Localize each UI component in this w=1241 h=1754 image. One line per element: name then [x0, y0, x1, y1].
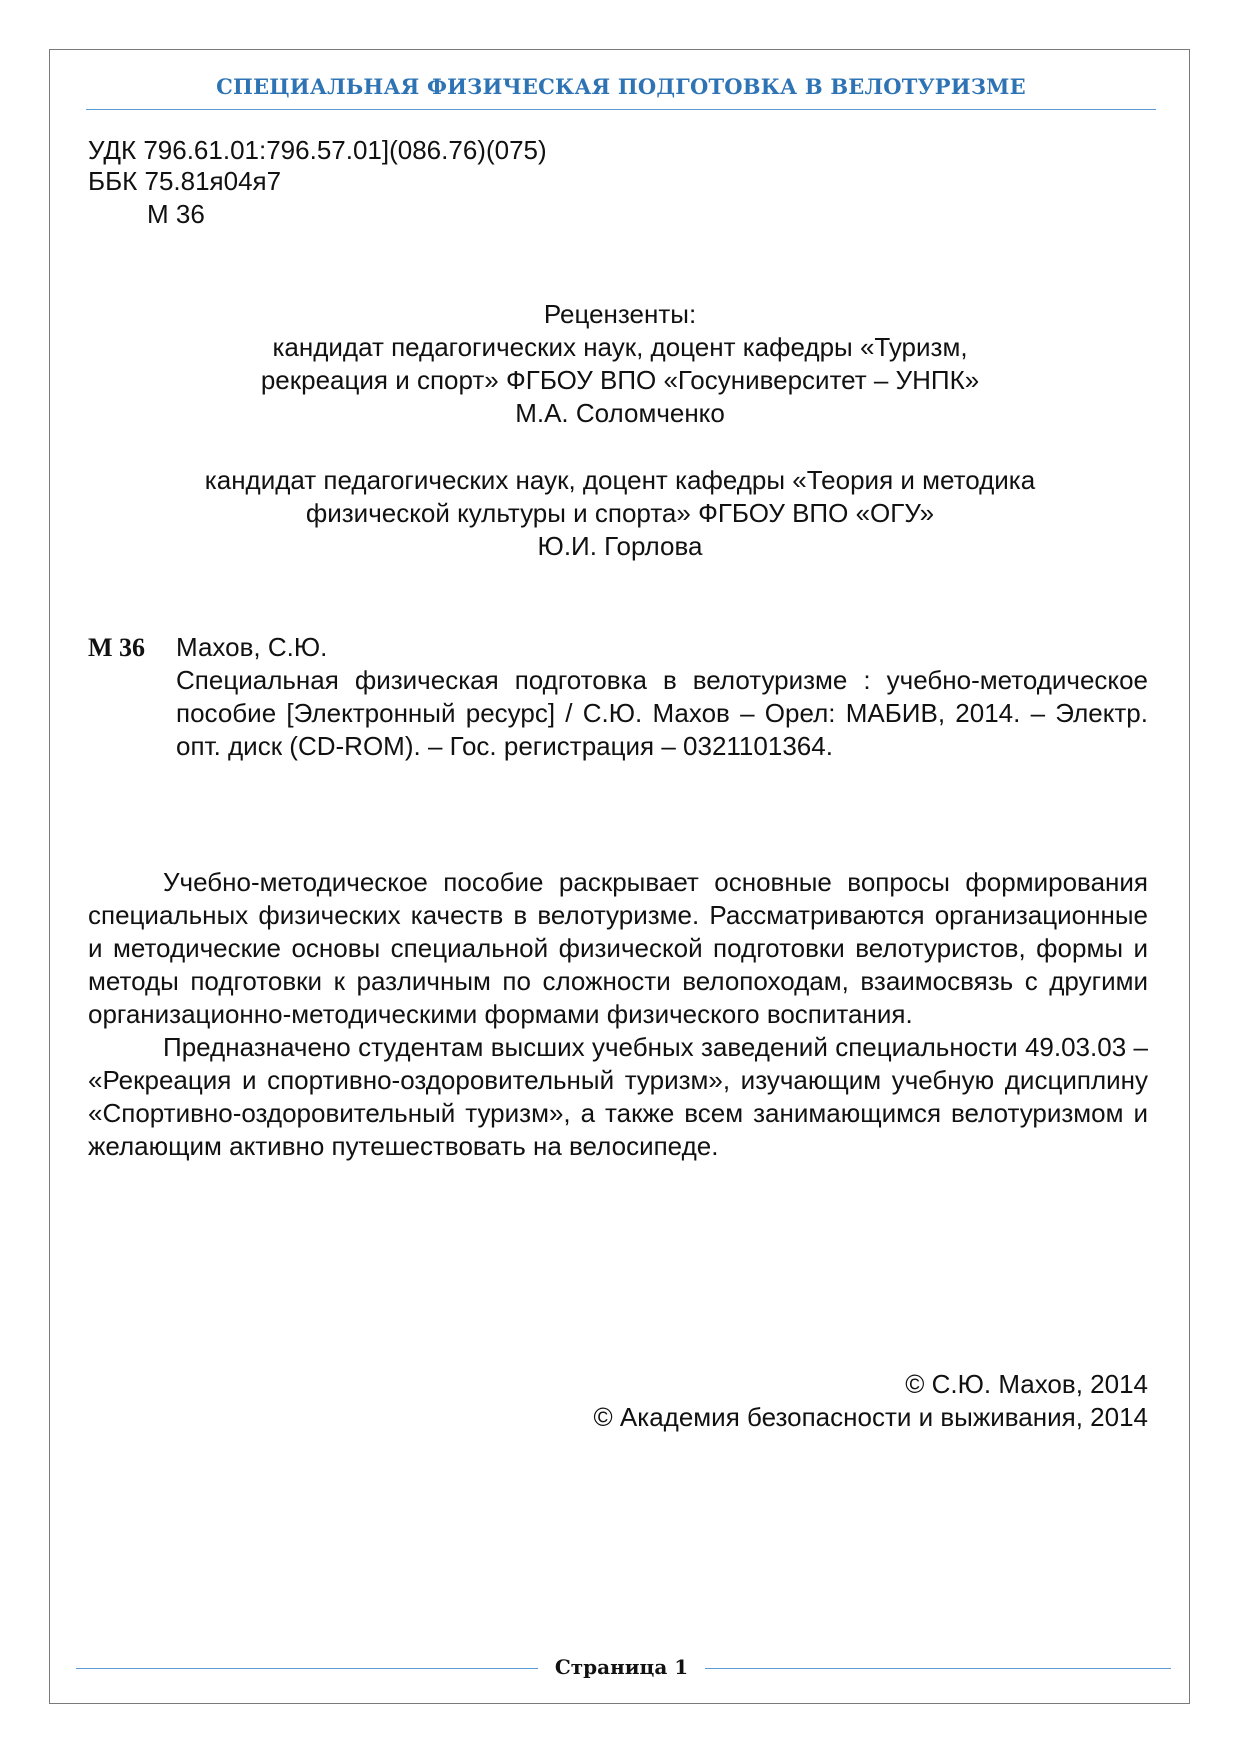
- running-header: СПЕЦИАЛЬНАЯ ФИЗИЧЕСКАЯ ПОДГОТОВКА В ВЕЛОТУРИЗМЕ: [216, 74, 1026, 99]
- bibliography-description: Специальная физическая подготовка в велотуризме : учебно-методическое пособие [Электронный ресурс] / С.Ю. Махов – Орел: МАБИВ, 2014. – Электр. опт. диск (CD-ROM). – Гос. регистрация – 0321101364.: [176, 665, 1148, 761]
- reviewer-1-line-2: рекреация и спорт» ФГБОУ ВПО «Госуниверситет – УНПК»: [260, 365, 980, 395]
- reviewer-2-line-1: кандидат педагогических наук, доцент кафедры «Теория и методика: [204, 465, 1036, 495]
- copyright: [500, 1368, 1148, 1434]
- footer-rule-right: [705, 1668, 1171, 1669]
- reviewer-1-line-1: кандидат педагогических наук, доцент кафедры «Туризм,: [272, 332, 968, 362]
- bbk-code: ББК 75.81я04я7: [88, 166, 282, 196]
- bibliography-author: Махов, С.Ю.: [176, 632, 328, 662]
- bibliography-code: М 36: [88, 633, 146, 662]
- reviewers-section: [88, 298, 1152, 563]
- reviewer-1-name: М.А. Соломченко: [515, 398, 725, 428]
- udk-code: УДК 796.61.01:796.57.01](086.76)(075): [88, 135, 547, 165]
- reviewer-2-line-2: физической культуры и спорта» ФГБОУ ВПО «ОГУ»: [305, 498, 935, 528]
- page-number: Страница 1: [554, 1655, 689, 1679]
- abstract-paragraph-1: Учебно-методическое пособие раскрывает основные вопросы формирования специальных физических качеств в велотуризме. Рассматриваются организационные и методические основы специальной физической подготовки велотуристов, формы и методы подготовки к различным по сложности велопоходам, взаимосвязь с другими организационно-методическими формами физического воспитания.: [88, 867, 1148, 1029]
- reviewers-heading: Рецензенты:: [543, 299, 697, 329]
- abstract-paragraph-2: Предназначено студентам высших учебных заведений специальности 49.03.03 – «Рекреация и спортивно-оздоровительный туризм», изучающим учебную дисциплину «Спортивно-оздоровительный туризм», а также всем занимающимся велотуризмом и желающим активно путешествовать на велосипеде.: [88, 1032, 1148, 1161]
- footer-rule-left: [76, 1668, 538, 1669]
- author-mark: М 36: [147, 199, 205, 229]
- reviewer-2-name: Ю.И. Горлова: [537, 531, 703, 561]
- abstract: [88, 866, 1148, 1163]
- header-divider: [86, 109, 1156, 110]
- copyright-organization: © Академия безопасности и выживания, 2014: [593, 1402, 1148, 1432]
- copyright-author: © С.Ю. Махов, 2014: [905, 1369, 1148, 1399]
